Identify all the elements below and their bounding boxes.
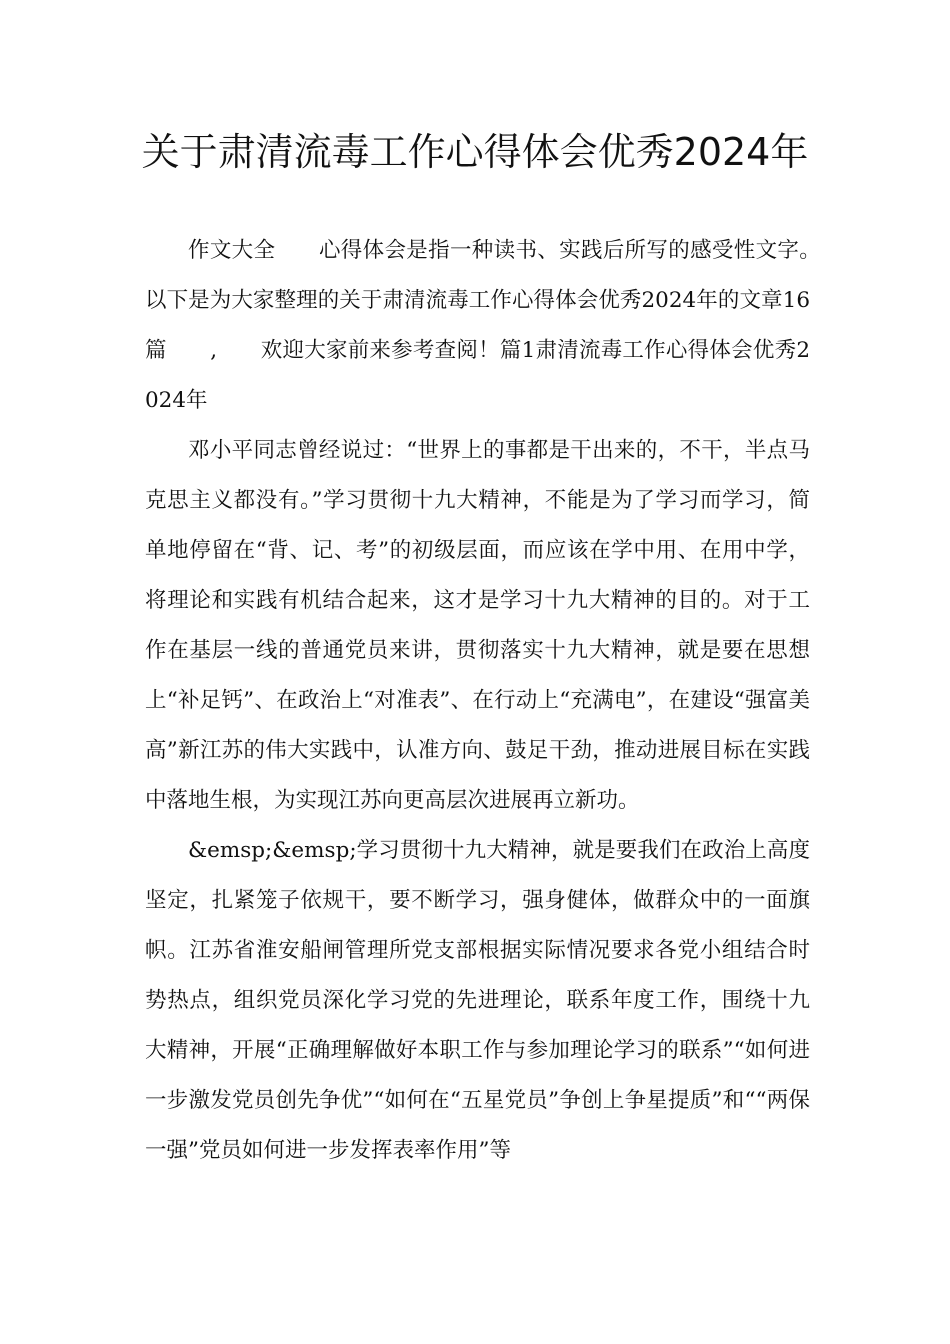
paragraph-intro: 作文大全 心得体会是指一种读书、实践后所写的感受性文字。 以下是为大家整理的关于肃清流毒工作心得体会优秀2024年的文章16篇 , 欢迎大家前来参考查阅！篇1肃清流毒工作心得体会优秀2024年 [145, 238, 854, 413]
document-title: 关于肃清流毒工作心得体会优秀2024年 [141, 130, 809, 174]
paragraph-huaian-lock: &emsp;&emsp;学习贯彻十九大精神，就是要我们在政治上高度坚定，扎紧笼子依规干，要不断学习，强身健体，做群众中的一面旗帜。江苏省淮安船闸管理所党支部根据实际情况要求各党小组结合时势热点，组织党员深化学习党的先进理论，联系年度工作，围绕十九大精神，开展“正确理解做好本职工作与参加理论学习的联系”“如何进一步激发党员创先争优”“如何在“五星党员”争创上争星提质”和““两保一强”党员如何进一步发挥表率作用”等 [145, 838, 810, 1163]
paragraph-deng-quote: 邓小平同志曾经说过：“世界上的事都是干出来的，不干，半点马克思主义都没有。”学习贯彻十九大精神，不能是为了学习而学习，简单地停留在“背、记、考”的初级层面，而应该在学中用、在用中学，将理论和实践有机结合起来，这才是学习十九大精神的目的。对于工作在基层一线的普通党员来讲，贯彻落实十九大精神，就是要在思想上“补足钙”、在政治上“对准表”、在行动上“充满电”，在建设“强富美高”新江苏的伟大实践中，认准方向、鼓足干劲，推动进展目标在实践中落地生根，为实现江苏向更高层次进展再立新功。 [145, 438, 810, 813]
document-body [145, 226, 854, 1176]
